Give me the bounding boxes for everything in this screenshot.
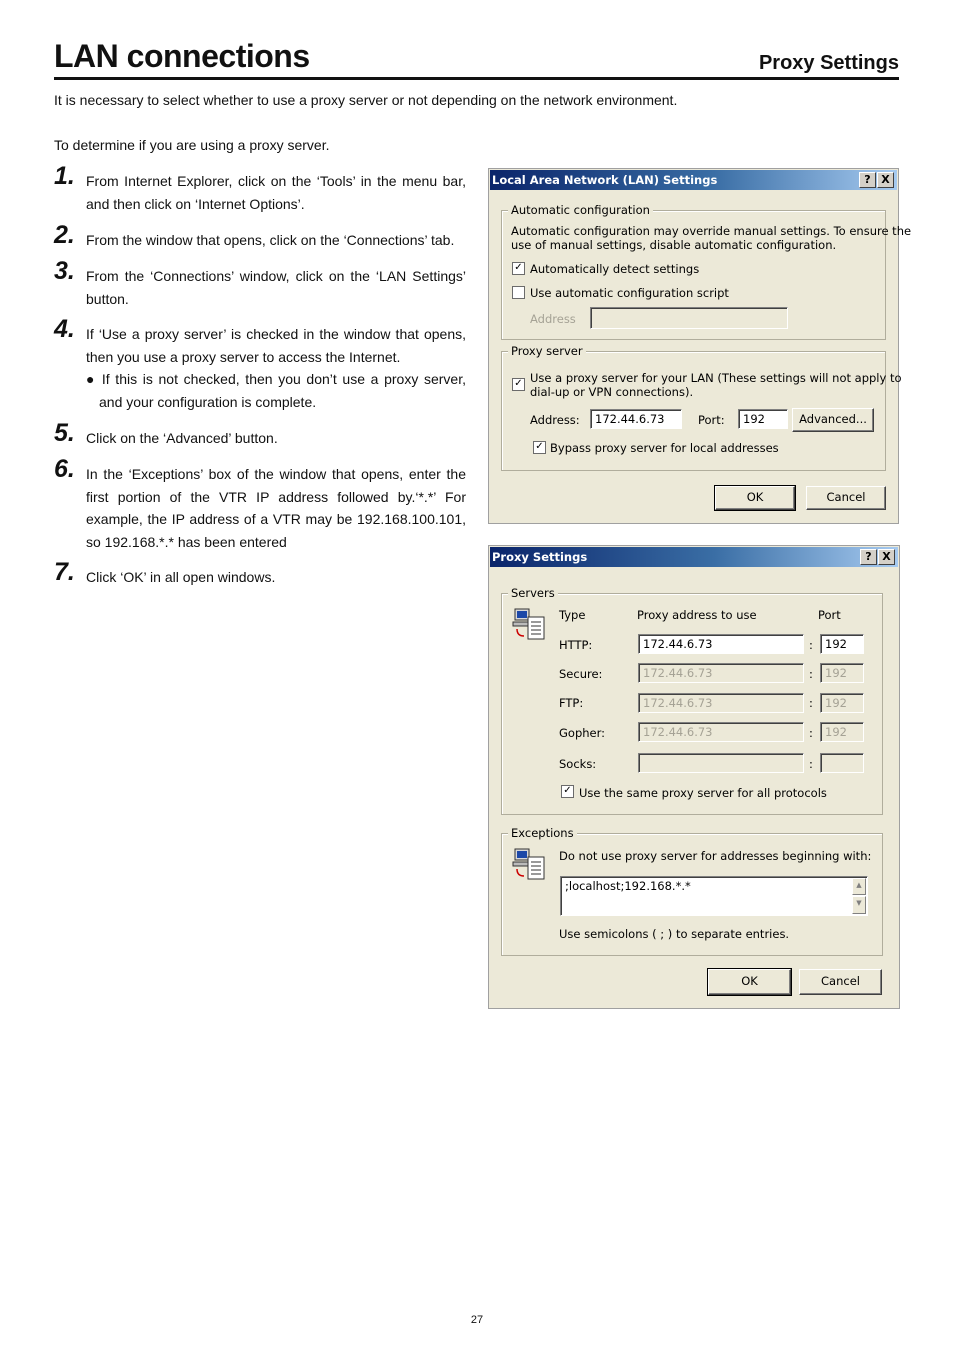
step-number: 1. xyxy=(54,162,75,190)
group-label: Proxy server xyxy=(508,344,586,358)
auto-detect-checkbox[interactable]: ✓ xyxy=(512,262,525,275)
step-text: From the window that opens, click on the ‘Connections’ tab. xyxy=(86,232,455,248)
socks-colon: : xyxy=(809,757,813,771)
auto-config-description-2: use of manual settings, disable automatic configuration. xyxy=(511,238,837,252)
socks-label: Socks: xyxy=(559,757,597,771)
script-address-label: Address xyxy=(530,312,576,326)
secure-label: Secure: xyxy=(559,667,603,681)
use-proxy-label-2: dial-up or VPN connections). xyxy=(530,385,694,399)
step-1 xyxy=(54,162,466,215)
secure-colon: : xyxy=(809,667,813,681)
proxy-server-group xyxy=(501,344,902,471)
http-address-field[interactable]: 172.44.6.73 xyxy=(638,634,804,654)
http-port-field[interactable]: 192 xyxy=(820,634,864,654)
proxy-settings-dialog xyxy=(488,545,900,1009)
http-colon: : xyxy=(809,638,813,652)
step-6 xyxy=(54,455,466,553)
step-7 xyxy=(54,558,466,589)
group-label: Servers xyxy=(508,586,558,600)
bypass-local-checkbox[interactable]: ✓ xyxy=(533,441,546,454)
socks-port-field[interactable] xyxy=(820,753,864,773)
scroll-down-arrow-icon[interactable]: ▼ xyxy=(852,896,866,914)
socks-address-field[interactable] xyxy=(638,753,804,773)
ok-button[interactable]: OK xyxy=(708,969,791,995)
col-address-header: Proxy address to use xyxy=(637,608,757,622)
port-label: Port: xyxy=(698,413,725,427)
use-script-label: Use automatic configuration script xyxy=(530,286,729,300)
step-number: 2. xyxy=(54,221,75,249)
auto-detect-label: Automatically detect settings xyxy=(530,262,700,276)
step-3 xyxy=(54,257,466,310)
step-text: If ‘Use a proxy server’ is checked in the window that opens, then you use a proxy server to access the Internet. xyxy=(86,326,466,365)
step-number: 7. xyxy=(54,558,75,586)
same-proxy-checkbox[interactable]: ✓ xyxy=(561,785,574,798)
exceptions-group xyxy=(501,826,883,956)
step-text: From Internet Explorer, click on the ‘Tools’ in the menu bar, and then click on ‘Internet Options’. xyxy=(86,173,466,212)
header-rule xyxy=(54,77,899,80)
cancel-button[interactable]: Cancel xyxy=(799,969,882,995)
help-button[interactable]: ? xyxy=(859,172,876,188)
same-proxy-label: Use the same proxy server for all protocols xyxy=(579,786,827,800)
secure-address-field[interactable]: 172.44.6.73 xyxy=(638,663,804,683)
page-number: 27 xyxy=(470,1314,484,1326)
exceptions-description: Do not use proxy server for addresses beginning with: xyxy=(559,849,872,863)
step-number: 3. xyxy=(54,257,75,285)
dialog-titlebar xyxy=(490,170,897,190)
secure-port-field[interactable]: 192 xyxy=(820,663,864,683)
ftp-port-field[interactable]: 192 xyxy=(820,693,864,713)
automatic-configuration-group xyxy=(501,203,912,340)
gopher-label: Gopher: xyxy=(559,726,606,740)
gopher-address-field[interactable]: 172.44.6.73 xyxy=(638,722,804,742)
step-text: Click ‘OK’ in all open windows. xyxy=(86,569,276,585)
step-text: Click on the ‘Advanced’ button. xyxy=(86,430,278,446)
step-number: 6. xyxy=(54,455,75,483)
exceptions-hint: Use semicolons ( ; ) to separate entries. xyxy=(559,927,790,941)
close-button[interactable]: X xyxy=(878,549,895,565)
help-button[interactable]: ? xyxy=(860,549,877,565)
section-subtitle: Proxy Settings xyxy=(758,52,899,74)
proxy-address-field[interactable]: 172.44.6.73 xyxy=(590,409,682,429)
intro-text: It is necessary to select whether to use a proxy server or not depending on the network environment. xyxy=(54,92,678,108)
network-computer-icon xyxy=(512,847,548,883)
cancel-button[interactable]: Cancel xyxy=(806,486,886,510)
servers-group xyxy=(501,586,883,815)
group-label: Automatic configuration xyxy=(508,203,653,217)
step-number: 4. xyxy=(54,315,75,343)
dialog-title: Proxy Settings xyxy=(492,550,588,564)
scroll-up-arrow-icon[interactable]: ▲ xyxy=(852,878,866,895)
step-bullet: ● If this is not checked, then you don’t use a proxy server, and your configuration is complete. xyxy=(86,371,466,410)
step-text: From the ‘Connections’ window, click on the ‘LAN Settings’ button. xyxy=(86,268,466,307)
step-number: 5. xyxy=(54,419,75,447)
determine-text: To determine if you are using a proxy server. xyxy=(54,137,330,153)
ok-button[interactable]: OK xyxy=(715,486,795,510)
advanced-button[interactable]: Advanced... xyxy=(792,408,874,432)
ftp-address-field[interactable]: 172.44.6.73 xyxy=(638,693,804,713)
col-port-header: Port xyxy=(818,608,841,622)
dialog-titlebar xyxy=(490,547,898,567)
use-script-checkbox[interactable] xyxy=(512,286,525,299)
step-2 xyxy=(54,221,466,252)
use-proxy-label: Use a proxy server for your LAN (These settings will not apply to xyxy=(530,371,902,385)
proxy-address-label: Address: xyxy=(530,413,580,427)
gopher-port-field[interactable]: 192 xyxy=(820,722,864,742)
auto-config-description: Automatic configuration may override manual settings. To ensure the xyxy=(511,224,912,238)
exceptions-textarea[interactable]: ;localhost;192.168.*.* xyxy=(560,876,868,916)
group-label: Exceptions xyxy=(508,826,577,840)
step-text: In the ‘Exceptions’ box of the window that opens, enter the first portion of the VTR IP address followed by.‘*.*’ For example, the IP address of a VTR may be 192.168.100.101, so 192.168.*.* has been entered xyxy=(86,466,466,550)
script-address-field[interactable] xyxy=(590,307,788,329)
ftp-label: FTP: xyxy=(559,696,584,710)
gopher-colon: : xyxy=(809,726,813,740)
port-field[interactable]: 192 xyxy=(738,409,788,429)
use-proxy-checkbox[interactable]: ✓ xyxy=(512,378,525,391)
dialog-title: Local Area Network (LAN) Settings xyxy=(492,173,718,187)
step-4 xyxy=(54,315,466,413)
http-label: HTTP: xyxy=(559,638,593,652)
bypass-local-label: Bypass proxy server for local addresses xyxy=(550,441,779,455)
col-type-header: Type xyxy=(559,608,586,622)
close-button[interactable]: X xyxy=(877,172,894,188)
lan-settings-dialog xyxy=(488,168,912,524)
step-5 xyxy=(54,419,466,450)
page-title: LAN connections xyxy=(54,38,310,74)
network-computer-icon xyxy=(512,607,548,643)
ftp-colon: : xyxy=(809,696,813,710)
